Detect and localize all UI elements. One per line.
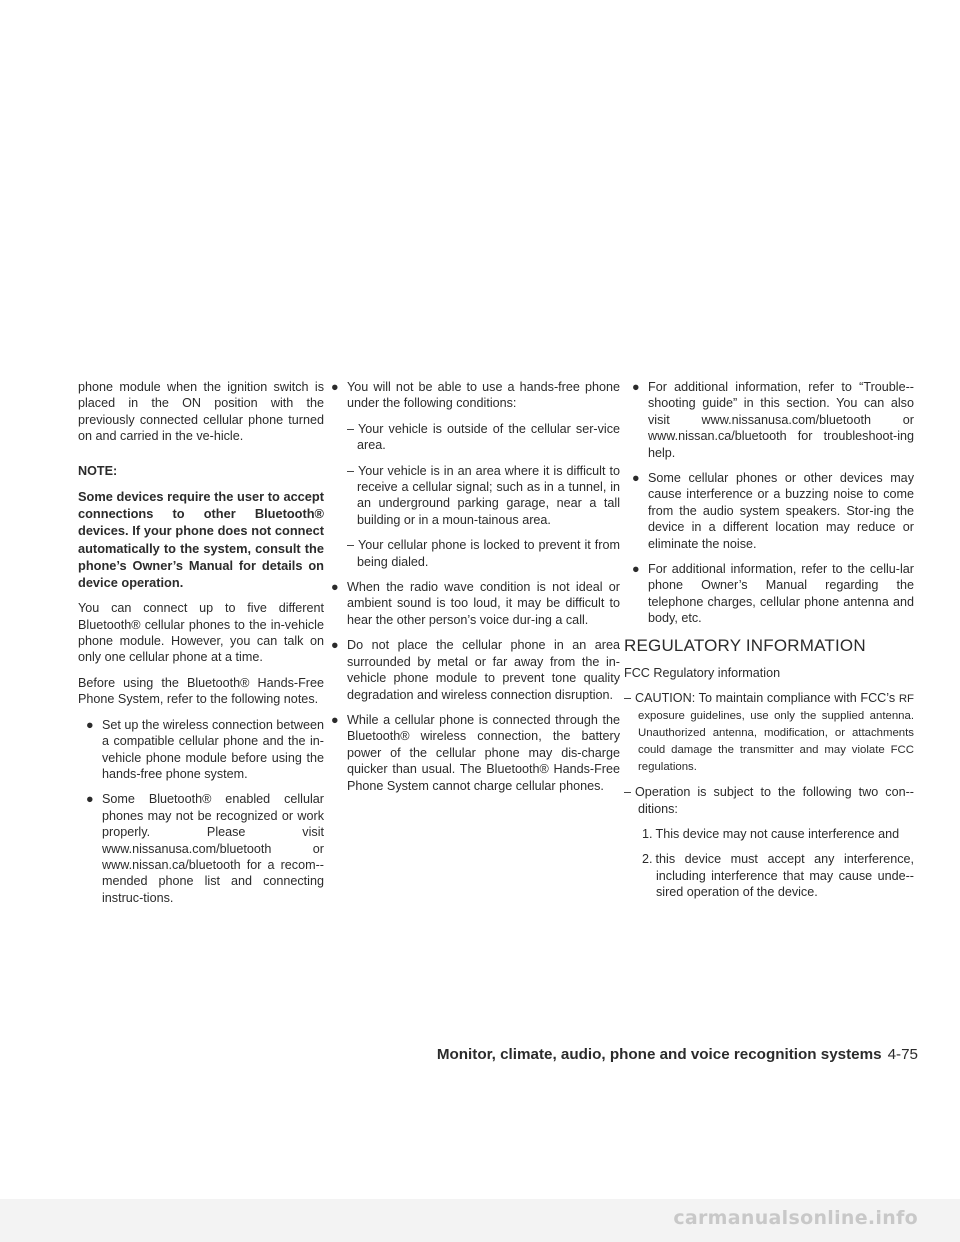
bullet-item [624, 561, 914, 627]
footer-section-title: Monitor, climate, audio, phone and voice recognition systems [436, 1046, 882, 1063]
sub-item-text: Your cellular phone is locked to prevent it from being dialed. [357, 538, 620, 569]
right-column [624, 379, 914, 910]
dash-icon: – [347, 538, 355, 553]
section-heading: REGULATORY INFORMATION [624, 635, 866, 655]
watermark-text: carmanualsonline.info [673, 1207, 918, 1229]
numbered-text: This device may not cause interference and [655, 826, 900, 841]
item-number: 2. [642, 852, 653, 867]
sub-item-text: Your vehicle is outside of the cellular ser-vice area. [357, 421, 620, 453]
bullet-icon: ● [331, 380, 339, 394]
caution-item [624, 690, 914, 775]
middle-column [331, 379, 620, 803]
watermark-bar [0, 1199, 960, 1242]
note-heading: NOTE: [78, 463, 118, 478]
bullet-text: For additional information, refer to the cellu-lar phone Owner’s Manual regarding the telephone charges, cellular phone antenna and body, etc. [648, 562, 914, 626]
bullet-icon: ● [331, 580, 339, 595]
bullet-item [331, 379, 620, 412]
sub-item-text: Your vehicle is in an area where it is difficult to receive a cellular signal; such as in a tunnel, in an underground parking garage, near a tall building or in a moun-tainous area. [357, 463, 620, 527]
bullet-item [624, 379, 914, 461]
bullet-icon: ● [632, 471, 640, 486]
bullet-item [78, 791, 324, 906]
before-using-paragraph: Before using the Bluetooth® Hands-Free Phone System, refer to the following notes. [78, 675, 324, 707]
bullet-text: Do not place the cellular phone in an area surrounded by metal or far away from the in-vehicle phone module to prevent tone quality degradation and wireless connection disruption. [347, 638, 620, 702]
sub-list-item [331, 537, 620, 570]
caution-lead: CAUTION: To maintain compliance with FCC’s [635, 691, 896, 706]
item-number: 1. [642, 826, 653, 841]
bullet-text: For additional information, refer to “Trouble-shooting guide” in this section. You can also visit www.nissanusa.com/bluetooth or www.nissan.ca/bluetooth for troubleshoot-ing help. [648, 380, 914, 460]
bullet-icon: ● [86, 792, 94, 807]
dash-icon: – [347, 463, 355, 478]
bullet-text: Some cellular phones or other devices may cause interference or a buzzing noise to come from the audio system speakers. Stor-ing the device in a different location may reduce or eliminate the noise. [648, 471, 914, 551]
note-body: Some devices require the user to accept connections to other Bluetooth® devices. If your phone does not connect automatically to the system, consult the phone’s Owner’s Manual for details on device operation. [78, 489, 324, 591]
numbered-text: this device must accept any interference, including interference that may cause unde-sired operation of the device. [655, 852, 914, 900]
fcc-heading: FCC Regulatory information [624, 665, 781, 680]
dash-icon: – [624, 785, 632, 800]
bullet-text: Set up the wireless connection between a compatible cellular phone and the in-vehicle phone module before using the hands-free phone system. [102, 717, 324, 781]
bullet-icon: ● [632, 562, 640, 577]
operation-item [624, 784, 914, 817]
bullet-icon: ● [632, 380, 640, 394]
numbered-item [624, 851, 914, 900]
bullet-text: Some Bluetooth® enabled cellular phones may not be recognized or work properly. Please visit www.nissanusa.com/bluetooth or www.nissan.ca/bluetooth for a recom-mended phone list and connecting instruc-tions. [102, 792, 324, 905]
operation-text: Operation is subject to the following two con-ditions: [635, 785, 914, 816]
connect-paragraph: You can connect up to five different Bluetooth® cellular phones to the in-vehicle phone module. However, you can talk on only one cellular phone at a time. [78, 601, 324, 665]
bullet-icon: ● [86, 717, 94, 732]
sub-list-item [331, 463, 620, 529]
bullet-item [78, 717, 324, 783]
left-column [78, 379, 324, 915]
numbered-item [624, 826, 914, 842]
sub-list-item [331, 421, 620, 454]
dash-icon: – [347, 421, 355, 436]
page-number: 4-75 [887, 1046, 918, 1063]
bullet-item [331, 579, 620, 628]
bullet-text: You will not be able to use a hands-free phone under the following conditions: [347, 380, 620, 411]
dash-icon: – [624, 691, 632, 706]
intro-paragraph: phone module when the ignition switch is placed in the ON position with the previously connected cellular phone turned on and carried in the ve-hicle. [78, 380, 324, 444]
page-footer [420, 1046, 918, 1064]
bullet-item [331, 712, 620, 794]
bullet-text: While a cellular phone is connected through the Bluetooth® wireless connection, the battery power of the cellular phone may dis-charge quicker than usual. The Bluetooth® Hands-Free Phone System cannot charge cellular phones. [347, 712, 620, 793]
bullet-icon: ● [331, 638, 339, 653]
bullet-item [331, 637, 620, 703]
bullet-text: When the radio wave condition is not ideal or ambient sound is too loud, it may be difficult to hear the other person’s voice dur-ing a call. [347, 580, 620, 627]
bullet-item [624, 470, 914, 552]
bullet-icon: ● [331, 712, 339, 727]
caution-text: RF exposure guidelines, use only the supplied antenna. Unauthorized antenna, modification, or attachments could damage the transmitter and may violate FCC regulations. [638, 693, 915, 774]
